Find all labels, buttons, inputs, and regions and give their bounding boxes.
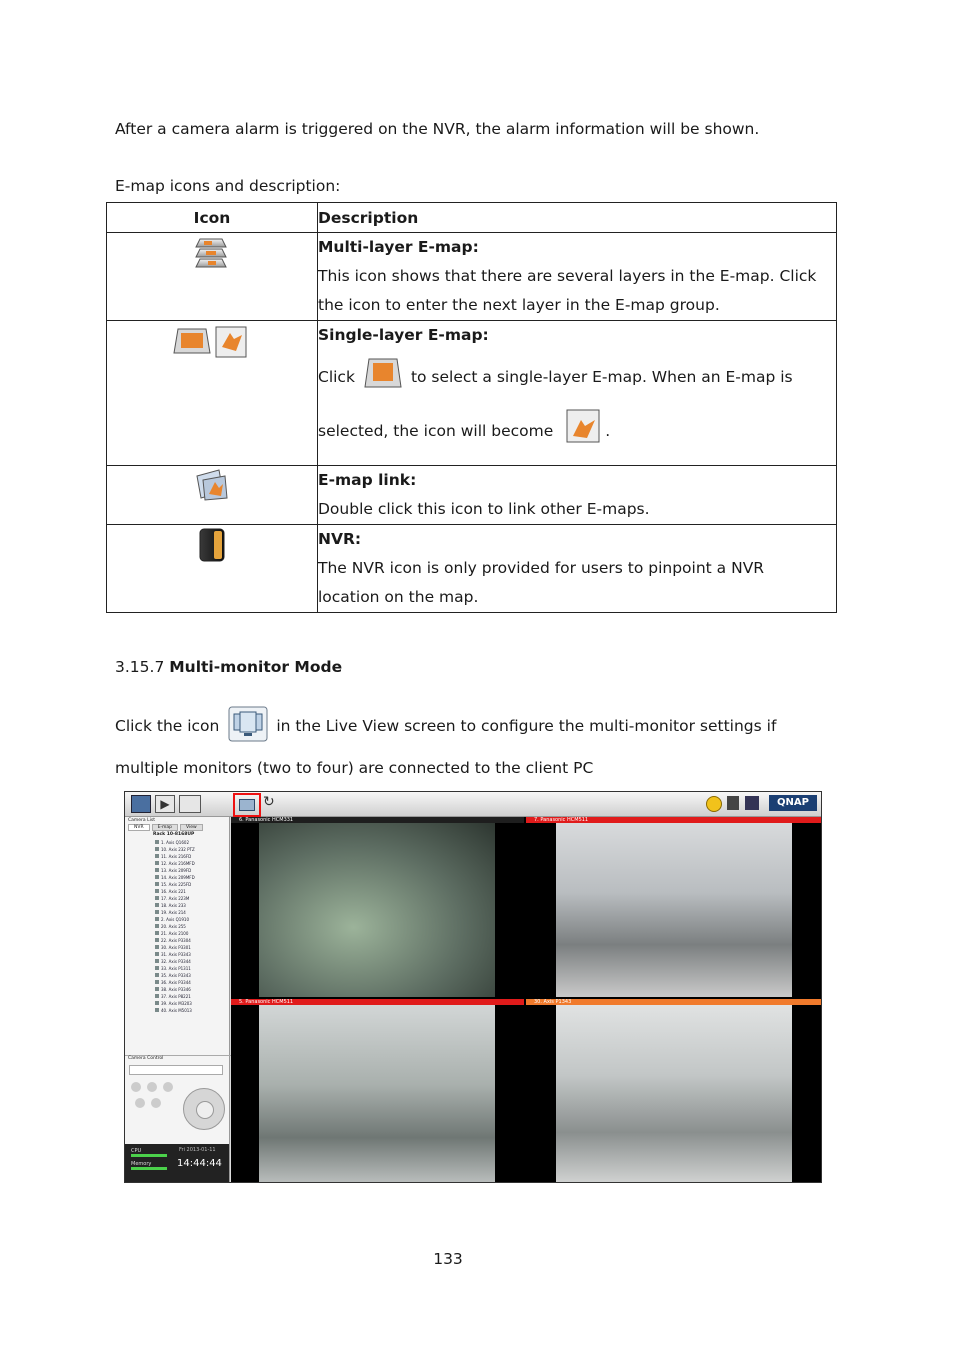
row-line: the icon to enter the next layer in the E-map group.	[318, 296, 720, 314]
settings-icon[interactable]	[179, 795, 201, 813]
tree-camera-item[interactable]: 36. Axis P3344	[125, 979, 229, 986]
camera-tree	[125, 839, 229, 1014]
table-row	[107, 233, 837, 321]
audio-button[interactable]	[163, 1082, 173, 1092]
row-line: The NVR icon is only provided for users to pinpoint a NVR	[318, 559, 765, 577]
tree-camera-item[interactable]: 32. Axis P3344	[125, 958, 229, 965]
tree-camera-item[interactable]: 31. Axis P3343	[125, 951, 229, 958]
tree-camera-item[interactable]: 20. Axis 255	[125, 923, 229, 930]
table-row	[107, 525, 837, 613]
tree-camera-item[interactable]: 13. Axis 209FD	[125, 867, 229, 874]
tab-nvr[interactable]: NVR	[128, 824, 150, 831]
tree-root[interactable]: Rack 10-8168UP	[153, 832, 195, 837]
camera-select[interactable]	[129, 1065, 223, 1075]
row-line: Double click this icon to link other E-maps.	[318, 500, 650, 518]
table-row	[107, 466, 837, 525]
tree-camera-item[interactable]: 16. Axis 221	[125, 888, 229, 895]
camera-list-label: Camera List	[128, 818, 155, 823]
table-row	[107, 321, 837, 466]
multi-monitor-icon	[228, 706, 268, 746]
page-number: 133	[433, 1250, 463, 1268]
row-line: location on the map.	[318, 588, 479, 606]
row-line: This icon shows that there are several layers in the E-map. Click	[318, 267, 817, 285]
header-icon: Icon	[107, 203, 318, 233]
refresh-icon[interactable]: ↻	[263, 794, 275, 810]
icon-cell	[107, 466, 318, 525]
view-3-label: 5. Panasonic HCM511	[239, 999, 294, 1005]
tree-camera-item[interactable]: 40. Axis M5013	[125, 1007, 229, 1014]
view-4-video	[556, 1005, 792, 1182]
selected-prefix: selected, the icon will become	[318, 421, 554, 440]
view-1[interactable]	[231, 817, 524, 997]
tab-emap[interactable]: E-map	[152, 824, 178, 831]
tree-camera-item[interactable]: 21. Axis 2100	[125, 930, 229, 937]
view-2-video	[556, 823, 792, 997]
memory-bar	[131, 1167, 167, 1170]
header-description: Description	[318, 203, 837, 233]
icon-cell	[107, 525, 318, 613]
view-3-video	[259, 1005, 495, 1182]
icon-cell	[107, 321, 318, 466]
ptz-controls	[131, 1082, 225, 1142]
playback-icon[interactable]: ▶	[155, 795, 175, 813]
row-title: NVR:	[318, 530, 362, 548]
view-1-label: 6. Panasonic HCM331	[239, 817, 294, 823]
status-panel	[125, 1144, 229, 1182]
snapshot-button[interactable]	[131, 1082, 141, 1092]
record-button[interactable]	[147, 1082, 157, 1092]
tree-camera-item[interactable]: 39. Axis M3203	[125, 1000, 229, 1007]
table-header-row	[107, 203, 837, 233]
view-4[interactable]	[526, 999, 821, 1182]
clock: 14:44:44	[177, 1158, 222, 1169]
ptz-joystick[interactable]	[183, 1088, 225, 1130]
zoom-in-button[interactable]	[135, 1098, 145, 1108]
zoom-out-button[interactable]	[151, 1098, 161, 1108]
multi-layer-emap-icon	[192, 233, 232, 277]
single-layer-emap-icon	[172, 321, 252, 365]
tree-camera-item[interactable]: 1. Axis Q1602	[125, 839, 229, 846]
single-layer-map-icon	[363, 353, 403, 403]
live-view-icon[interactable]	[131, 795, 151, 813]
qnap-logo: QNAP	[769, 795, 817, 811]
toolbar	[125, 792, 821, 817]
panel-tabs	[125, 824, 229, 831]
tree-camera-item[interactable]: 17. Axis 223M	[125, 895, 229, 902]
view-4-label: 30. Axis P1343	[534, 999, 572, 1005]
tree-camera-item[interactable]: 18. Axis 233	[125, 902, 229, 909]
icon-cell	[107, 233, 318, 321]
row-title: Multi-layer E-map:	[318, 238, 479, 256]
emap-icons-table	[106, 202, 837, 613]
row-title: E-map link:	[318, 471, 417, 489]
tree-camera-item[interactable]: 22. Axis P3304	[125, 937, 229, 944]
multi-monitor-button[interactable]	[233, 793, 261, 817]
selected-map-icon	[565, 408, 601, 454]
tree-camera-item[interactable]: 19. Axis 214	[125, 909, 229, 916]
camera-control-label: Camera Control	[125, 1055, 232, 1061]
table-caption: E-map icons and description:	[115, 177, 341, 195]
intro-text: After a camera alarm is triggered on the NVR, the alarm information will be shown.	[115, 120, 760, 138]
cpu-bar	[131, 1154, 167, 1157]
left-panel	[125, 817, 230, 1182]
section-heading	[115, 658, 342, 676]
body-line-1	[115, 706, 776, 746]
body-suffix: in the Live View screen to configure the multi-monitor settings if	[276, 717, 777, 735]
body-prefix: Click the icon	[115, 717, 220, 735]
tree-camera-item[interactable]: 12. Axis 216MFD	[125, 860, 229, 867]
emap-link-icon	[193, 466, 231, 506]
tree-camera-item[interactable]: 11. Axis 216FD	[125, 853, 229, 860]
tree-camera-item[interactable]: 10. Axis 232 PTZ	[125, 846, 229, 853]
live-view-screenshot	[124, 791, 822, 1183]
tab-view[interactable]: View	[180, 824, 203, 831]
body-line-2: multiple monitors (two to four) are connected to the client PC	[115, 759, 594, 777]
selected-suffix: .	[605, 421, 611, 440]
nvr-icon	[194, 525, 230, 569]
row-title: Single-layer E-map:	[318, 326, 489, 344]
section-title: Multi-monitor Mode	[169, 658, 343, 676]
view-2[interactable]	[526, 817, 821, 997]
cpu-label: CPU	[131, 1148, 142, 1154]
tree-camera-item[interactable]: 37. Axis P8221	[125, 993, 229, 1000]
info-icon[interactable]	[727, 796, 739, 810]
view-2-label: 7. Panasonic HCM511	[534, 817, 589, 823]
tree-camera-item[interactable]: 33. Axis P1311	[125, 965, 229, 972]
alert-icon[interactable]	[706, 796, 722, 812]
tree-camera-item[interactable]: 2. Axis Q1910	[125, 916, 229, 923]
section-number: 3.15.7	[115, 658, 165, 676]
tree-camera-item[interactable]: 38. Axis P3346	[125, 986, 229, 993]
user-icon[interactable]	[745, 796, 759, 810]
tree-camera-item[interactable]: 15. Axis 225FD	[125, 881, 229, 888]
tree-camera-item[interactable]: 35. Axis P3343	[125, 972, 229, 979]
tree-camera-item[interactable]: 30. Axis P3301	[125, 944, 229, 951]
video-grid	[231, 817, 821, 1182]
click-suffix: to select a single-layer E-map. When an E-map is	[410, 368, 793, 386]
date-label: Fri 2013-01-11	[179, 1147, 216, 1153]
view-1-video	[259, 823, 495, 997]
tree-camera-item[interactable]: 14. Axis 209MFD	[125, 874, 229, 881]
view-3[interactable]	[231, 999, 524, 1182]
click-prefix: Click	[318, 368, 355, 386]
memory-label: Memory	[131, 1161, 152, 1167]
